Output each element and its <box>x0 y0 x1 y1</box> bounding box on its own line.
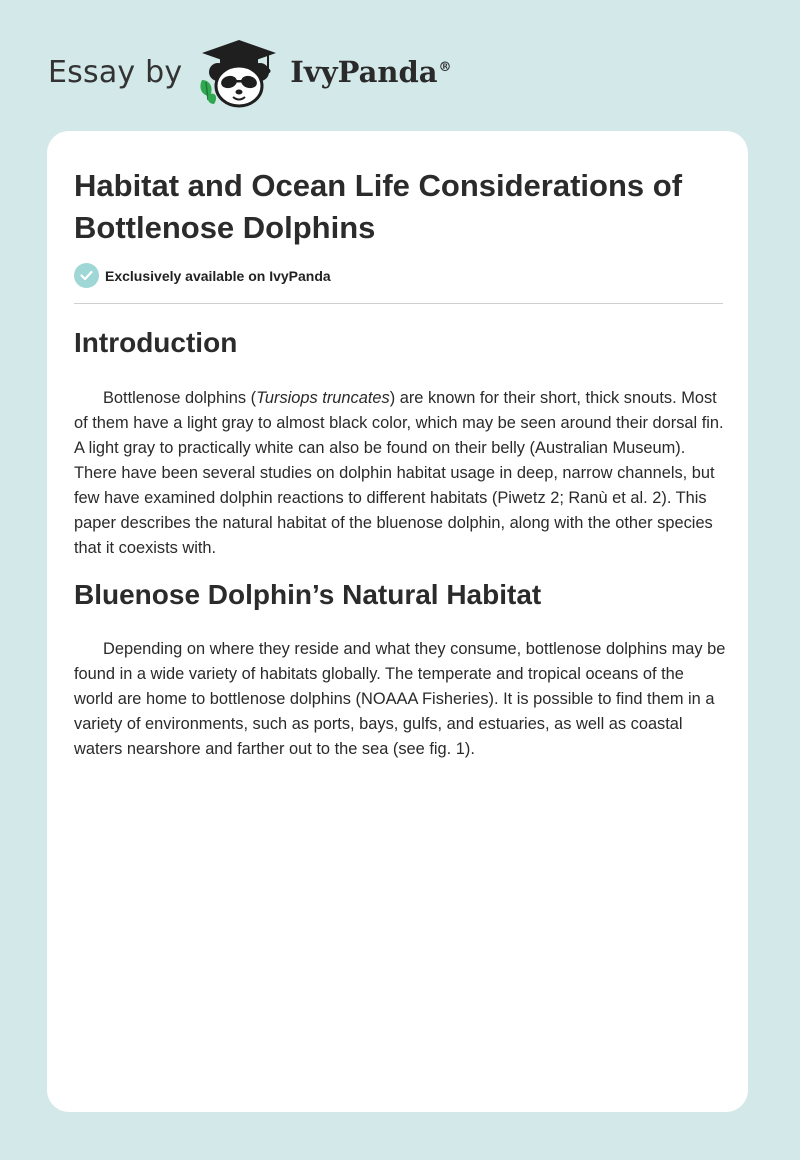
brand-name: IvyPanda® <box>290 55 452 89</box>
introduction-paragraph: Bottlenose dolphins (Tursiops truncates) are known for their short, thick snouts. Most of them have a light gray to almost black color, which may be seen around their dorsal fin. A light gray to practically white can also be found on their belly (Australian Museum). There have been several studies on dolphin habitat usage in deep, narrow channels, but few have examined dolphin reactions to different habitats (Piwetz 2; Ranù et al. 2). This paper describes the natural habitat of the bluenose dolphin, along with the other species that it coexists with. <box>74 389 724 557</box>
species-name: Tursiops truncates <box>256 389 390 407</box>
exclusive-badge <box>74 263 331 288</box>
panda-graduate-icon <box>196 36 282 108</box>
section-heading-introduction: Introduction <box>74 327 238 358</box>
divider <box>74 303 723 304</box>
essay-by-label: Essay by <box>48 54 183 90</box>
check-icon <box>74 263 99 288</box>
page-title: Habitat and Ocean Life Considerations of Bottlenose Dolphins <box>74 168 683 245</box>
habitat-paragraph: Depending on where they reside and what they consume, bottlenose dolphins may be found in a wide variety of habitats globally. The temperate and tropical oceans of the world are home to bottlenose dolphins (NOAAA Fisheries). It is possible to find them in a variety of environments, such as ports, bays, gulfs, and estuaries, as well as coastal waters nearshore and farther out to the sea (see fig. 1). <box>74 640 726 758</box>
ivypanda-logo[interactable] <box>196 36 451 108</box>
section-heading-habitat: Bluenose Dolphin’s Natural Habitat <box>74 579 542 610</box>
site-header <box>48 36 452 108</box>
essay-card <box>47 131 748 1112</box>
registered-mark: ® <box>438 60 452 76</box>
exclusive-label: Exclusively available on IvyPanda <box>105 267 331 284</box>
